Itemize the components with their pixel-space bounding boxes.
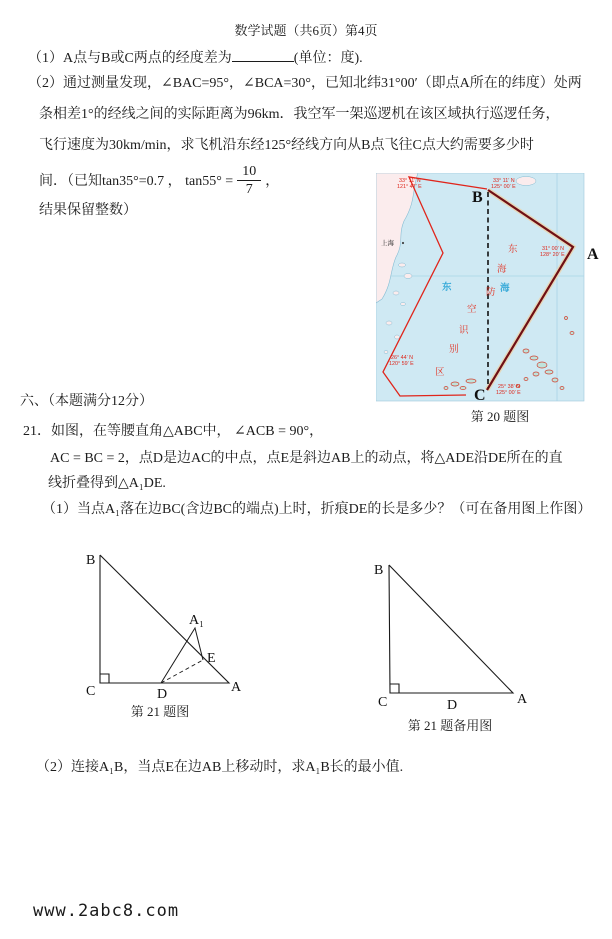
map-coord-bottomleft-lat: 26° 44′ N (391, 355, 414, 361)
map-adiz-char-6: 区 (435, 367, 445, 378)
q20-part1-suffix: (单位：度). (293, 51, 363, 66)
q20-line4-post: ， (265, 174, 280, 189)
q20-figure-caption: 第 20 题图 (470, 409, 530, 424)
q20-part2-line5: 结果保留整数） (39, 203, 137, 218)
map-coord-B-lat: 33° 11′ N (493, 178, 515, 184)
fig1-label-E: E (207, 651, 216, 666)
map-sea-label-dong: 东 (442, 282, 452, 293)
map-point-A: A (587, 246, 599, 263)
q20-part1-line (28, 48, 363, 68)
fraction-numerator: 10 (237, 164, 261, 181)
q21-spare-triangle-lines (389, 565, 513, 693)
map-adiz-char-4: 识 (459, 325, 469, 336)
map-point-C: C (474, 387, 486, 404)
map-coord-C-lon: 125° 00′ E (496, 390, 521, 396)
map-adiz-char-1: 海 (497, 264, 507, 275)
q20-part1-text: （1）A点与B或C两点的经度差为 (28, 51, 232, 66)
fraction-denominator: 7 (245, 181, 253, 197)
fig1-label-C: C (86, 684, 96, 699)
fig1-label-D: D (157, 687, 168, 702)
map-shanghai-dot (402, 242, 404, 244)
q21-sub1: （1）当点A₁落在边BC(含边BC的端点)上时，折痕DE的长是多少？（可在备用图上作图） (42, 502, 592, 517)
map-coord-bottomleft-lon: 120° 59′ E (389, 361, 414, 367)
fig2-label-C: C (378, 695, 388, 710)
fig2-label-A: A (517, 692, 528, 707)
map-adiz-char-2: 防 (486, 287, 496, 298)
q21-figure (78, 548, 253, 710)
q20-part2-line2: 条相差1°的经线之间的实际距离为96km．我空军一架巡逻机在该区域执行巡逻任务， (39, 107, 560, 122)
q21-figure-caption: 第 21 题图 (130, 704, 190, 719)
q21-line1: 21．如图，在等腰直角△ABC中， ∠ACB = 90°， (23, 424, 324, 439)
map-coord-A-lat: 31° 00′ N (542, 246, 565, 252)
fraction-ten-sevenths (237, 164, 261, 197)
q21-sub2: （2）连接A₁B，当点E在边AB上移动时，求A₁B长的最小值. (36, 760, 404, 775)
fig2-label-D: D (447, 698, 458, 713)
q20-line4-pre: 间．（已知tan35°=0.7 ， tan55° = (39, 174, 234, 189)
map-coord-C-lat: 25° 38′ N (498, 384, 521, 390)
q21-spare-figure (362, 556, 537, 716)
q20-part2-line4 (39, 161, 279, 199)
fig1-label-A1: A₁ (189, 613, 204, 628)
q20-part2-line1: （2）通过测量发现，∠BAC=95°，∠BCA=30°，已知北纬31°00′（即点A所在的纬度）处两 (28, 76, 582, 91)
fig1-label-B: B (86, 553, 96, 568)
map-coord-A-lon: 128° 20′ E (540, 252, 565, 258)
q21-spare-figure-caption: 第 21 题备用图 (407, 718, 493, 733)
page-header: 数学试题（共6页）第4页 (234, 23, 378, 38)
map-coord-topleft-lon: 121° 47′ E (397, 184, 422, 190)
answer-blank (232, 48, 294, 62)
q21-line3: 线折叠得到△A₁DE. (48, 476, 166, 491)
fig1-label-A: A (231, 680, 242, 695)
q21-section-heading: 六、（本题满分12分） (20, 394, 153, 409)
q20-part2-line3: 飞行速度为30km/min，求飞机沿东经125°经线方向从B点飞往C点大约需要多少时 (39, 138, 534, 153)
q20-map-figure (376, 173, 606, 405)
map-coord-B-lon: 125° 00′ E (491, 184, 516, 190)
fig2-label-B: B (374, 563, 384, 578)
map-adiz-char-3: 空 (467, 304, 477, 315)
map-point-B: B (472, 189, 483, 206)
map-coord-topleft-lat: 33° 11′ N (399, 178, 421, 184)
map-label-shanghai: 上海 (381, 240, 394, 247)
q21-line2: AC = BC = 2，点D是边AC的中点，点E是斜边AB上的动点，将△ADE沿DE所在的直 (50, 451, 563, 466)
map-adiz-char-5: 别 (449, 344, 459, 355)
map-sea-label-hai: 海 (500, 283, 510, 294)
watermark: www.2abc8.com (33, 901, 180, 921)
map-adiz-char-0: 东 (508, 244, 518, 255)
